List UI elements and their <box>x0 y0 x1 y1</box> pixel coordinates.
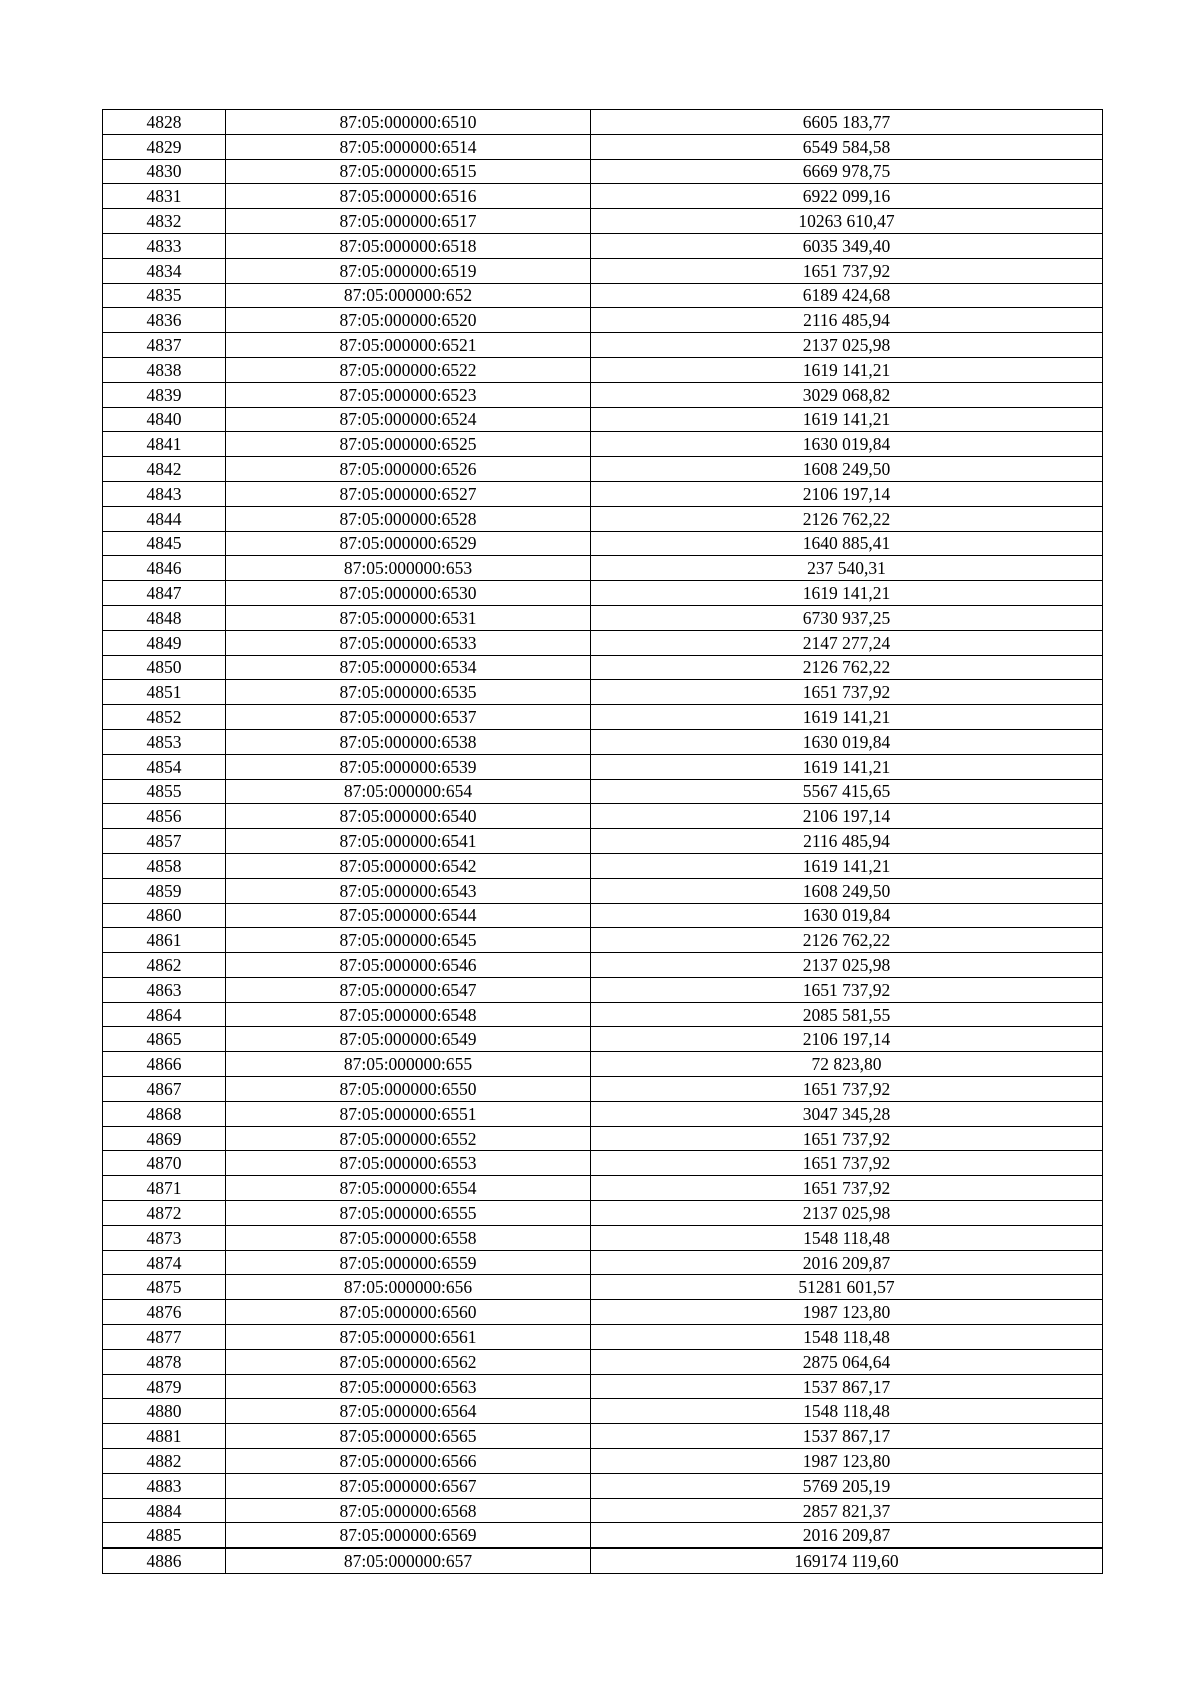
cadastral-value-cell: 1630 019,84 <box>591 729 1103 754</box>
row-number-cell: 4850 <box>103 655 226 680</box>
cadastral-value-cell: 1537 867,17 <box>591 1424 1103 1449</box>
cadastral-number-cell: 87:05:000000:6547 <box>226 977 591 1002</box>
table-row <box>103 1225 1103 1250</box>
table-row <box>103 1449 1103 1474</box>
cadastral-number-cell: 87:05:000000:6558 <box>226 1225 591 1250</box>
cadastral-value-cell: 1651 737,92 <box>591 1077 1103 1102</box>
cadastral-number-cell: 87:05:000000:6550 <box>226 1077 591 1102</box>
table-row <box>103 754 1103 779</box>
cadastral-value-cell: 1987 123,80 <box>591 1449 1103 1474</box>
cadastral-number-cell: 87:05:000000:6526 <box>226 457 591 482</box>
cadastral-number-cell: 87:05:000000:6524 <box>226 407 591 432</box>
table-row <box>103 1077 1103 1102</box>
cadastral-value-cell: 2137 025,98 <box>591 953 1103 978</box>
cadastral-number-cell: 87:05:000000:6510 <box>226 110 591 135</box>
row-number-cell: 4879 <box>103 1374 226 1399</box>
table-row <box>103 1374 1103 1399</box>
cadastral-value-cell: 10263 610,47 <box>591 209 1103 234</box>
table-row <box>103 481 1103 506</box>
cadastral-value-cell: 169174 119,60 <box>591 1548 1103 1573</box>
table-row <box>103 258 1103 283</box>
row-number-cell: 4840 <box>103 407 226 432</box>
row-number-cell: 4855 <box>103 779 226 804</box>
row-number-cell: 4833 <box>103 233 226 258</box>
cadastral-number-cell: 87:05:000000:655 <box>226 1052 591 1077</box>
cadastral-value-cell: 2016 209,87 <box>591 1523 1103 1548</box>
cadastral-number-cell: 87:05:000000:657 <box>226 1548 591 1573</box>
row-number-cell: 4843 <box>103 481 226 506</box>
row-number-cell: 4830 <box>103 159 226 184</box>
cadastral-value-cell: 2137 025,98 <box>591 333 1103 358</box>
cadastral-value-cell: 2116 485,94 <box>591 829 1103 854</box>
row-number-cell: 4863 <box>103 977 226 1002</box>
table-row <box>103 1424 1103 1449</box>
table-row <box>103 1275 1103 1300</box>
cadastral-value-cell: 1608 249,50 <box>591 878 1103 903</box>
row-number-cell: 4857 <box>103 829 226 854</box>
cadastral-number-cell: 87:05:000000:6549 <box>226 1027 591 1052</box>
cadastral-value-cell: 1619 141,21 <box>591 407 1103 432</box>
cadastral-value-cell: 2126 762,22 <box>591 928 1103 953</box>
table-row <box>103 581 1103 606</box>
cadastral-value-cell: 2126 762,22 <box>591 655 1103 680</box>
table-row <box>103 1201 1103 1226</box>
cadastral-value-cell: 6730 937,25 <box>591 605 1103 630</box>
cadastral-number-cell: 87:05:000000:6552 <box>226 1126 591 1151</box>
cadastral-number-cell: 87:05:000000:6534 <box>226 655 591 680</box>
cadastral-value-cell: 1619 141,21 <box>591 754 1103 779</box>
cadastral-value-cell: 51281 601,57 <box>591 1275 1103 1300</box>
row-number-cell: 4829 <box>103 134 226 159</box>
table-row <box>103 407 1103 432</box>
table-row <box>103 531 1103 556</box>
table-row <box>103 382 1103 407</box>
row-number-cell: 4841 <box>103 432 226 457</box>
table-row <box>103 1002 1103 1027</box>
table-row <box>103 1548 1103 1573</box>
row-number-cell: 4865 <box>103 1027 226 1052</box>
cadastral-number-cell: 87:05:000000:6525 <box>226 432 591 457</box>
cadastral-value-cell: 2875 064,64 <box>591 1349 1103 1374</box>
cadastral-value-cell: 6605 183,77 <box>591 110 1103 135</box>
cadastral-number-cell: 87:05:000000:6546 <box>226 953 591 978</box>
cadastral-value-cell: 2106 197,14 <box>591 804 1103 829</box>
row-number-cell: 4832 <box>103 209 226 234</box>
table-row <box>103 457 1103 482</box>
row-number-cell: 4851 <box>103 680 226 705</box>
cadastral-number-cell: 87:05:000000:6543 <box>226 878 591 903</box>
row-number-cell: 4860 <box>103 903 226 928</box>
table-row <box>103 779 1103 804</box>
row-number-cell: 4862 <box>103 953 226 978</box>
cadastral-value-cell: 2137 025,98 <box>591 1201 1103 1226</box>
cadastral-value-cell: 6189 424,68 <box>591 283 1103 308</box>
table-row <box>103 233 1103 258</box>
table-row <box>103 1250 1103 1275</box>
cadastral-number-cell: 87:05:000000:6555 <box>226 1201 591 1226</box>
cadastral-value-cell: 1537 867,17 <box>591 1374 1103 1399</box>
row-number-cell: 4831 <box>103 184 226 209</box>
cadastral-number-cell: 87:05:000000:6518 <box>226 233 591 258</box>
cadastral-value-cell: 1651 737,92 <box>591 1126 1103 1151</box>
cadastral-number-cell: 87:05:000000:6515 <box>226 159 591 184</box>
table-row <box>103 209 1103 234</box>
row-number-cell: 4873 <box>103 1225 226 1250</box>
row-number-cell: 4885 <box>103 1523 226 1548</box>
cadastral-value-cell: 1651 737,92 <box>591 1176 1103 1201</box>
cadastral-value-cell: 1630 019,84 <box>591 903 1103 928</box>
cadastral-value-cell: 1630 019,84 <box>591 432 1103 457</box>
table-row <box>103 357 1103 382</box>
table-row <box>103 556 1103 581</box>
cadastral-number-cell: 87:05:000000:6560 <box>226 1300 591 1325</box>
cadastral-value-cell: 1619 141,21 <box>591 705 1103 730</box>
table-row <box>103 184 1103 209</box>
cadastral-number-cell: 87:05:000000:6561 <box>226 1325 591 1350</box>
cadastral-value-cell: 1651 737,92 <box>591 977 1103 1002</box>
cadastral-value-cell: 3029 068,82 <box>591 382 1103 407</box>
cadastral-value-cell: 1651 737,92 <box>591 258 1103 283</box>
cadastral-number-cell: 87:05:000000:6514 <box>226 134 591 159</box>
cadastral-value-cell: 6922 099,16 <box>591 184 1103 209</box>
cadastral-number-cell: 87:05:000000:6545 <box>226 928 591 953</box>
cadastral-value-cell: 72 823,80 <box>591 1052 1103 1077</box>
cadastral-number-cell: 87:05:000000:6535 <box>226 680 591 705</box>
table-row <box>103 878 1103 903</box>
cadastral-number-cell: 87:05:000000:6551 <box>226 1101 591 1126</box>
cadastral-value-cell: 6035 349,40 <box>591 233 1103 258</box>
table-row <box>103 1523 1103 1548</box>
cadastral-value-cell: 1619 141,21 <box>591 581 1103 606</box>
cadastral-number-cell: 87:05:000000:6520 <box>226 308 591 333</box>
cadastral-number-cell: 87:05:000000:6554 <box>226 1176 591 1201</box>
row-number-cell: 4871 <box>103 1176 226 1201</box>
table-row <box>103 110 1103 135</box>
row-number-cell: 4844 <box>103 506 226 531</box>
table-row <box>103 134 1103 159</box>
cadastral-value-cell: 1640 885,41 <box>591 531 1103 556</box>
table-row <box>103 1498 1103 1523</box>
row-number-cell: 4859 <box>103 878 226 903</box>
table-row <box>103 977 1103 1002</box>
table-row <box>103 1349 1103 1374</box>
row-number-cell: 4878 <box>103 1349 226 1374</box>
table-row <box>103 729 1103 754</box>
row-number-cell: 4837 <box>103 333 226 358</box>
table-row <box>103 1176 1103 1201</box>
table-row <box>103 1473 1103 1498</box>
cadastral-number-cell: 87:05:000000:6548 <box>226 1002 591 1027</box>
row-number-cell: 4883 <box>103 1473 226 1498</box>
cadastral-value-cell: 2147 277,24 <box>591 630 1103 655</box>
cadastral-number-cell: 87:05:000000:6538 <box>226 729 591 754</box>
row-number-cell: 4867 <box>103 1077 226 1102</box>
cadastral-value-cell: 1608 249,50 <box>591 457 1103 482</box>
table-row <box>103 630 1103 655</box>
row-number-cell: 4858 <box>103 853 226 878</box>
cadastral-value-cell: 2857 821,37 <box>591 1498 1103 1523</box>
cadastral-number-cell: 87:05:000000:6529 <box>226 531 591 556</box>
row-number-cell: 4845 <box>103 531 226 556</box>
table-row <box>103 308 1103 333</box>
cadastral-value-cell: 1548 118,48 <box>591 1225 1103 1250</box>
table-row <box>103 605 1103 630</box>
row-number-cell: 4854 <box>103 754 226 779</box>
table-row <box>103 1325 1103 1350</box>
cadastral-number-cell: 87:05:000000:6523 <box>226 382 591 407</box>
cadastral-number-cell: 87:05:000000:6540 <box>226 804 591 829</box>
row-number-cell: 4846 <box>103 556 226 581</box>
row-number-cell: 4882 <box>103 1449 226 1474</box>
table-row <box>103 655 1103 680</box>
cadastral-value-cell: 1651 737,92 <box>591 1151 1103 1176</box>
cadastral-number-cell: 87:05:000000:6517 <box>226 209 591 234</box>
cadastral-number-cell: 87:05:000000:6541 <box>226 829 591 854</box>
table-row <box>103 1052 1103 1077</box>
cadastral-value-cell: 3047 345,28 <box>591 1101 1103 1126</box>
row-number-cell: 4839 <box>103 382 226 407</box>
row-number-cell: 4847 <box>103 581 226 606</box>
cadastral-value-cell: 6549 584,58 <box>591 134 1103 159</box>
cadastral-number-cell: 87:05:000000:652 <box>226 283 591 308</box>
row-number-cell: 4856 <box>103 804 226 829</box>
table-row <box>103 432 1103 457</box>
cadastral-value-cell: 1619 141,21 <box>591 357 1103 382</box>
cadastral-value-cell: 237 540,31 <box>591 556 1103 581</box>
row-number-cell: 4874 <box>103 1250 226 1275</box>
cadastral-number-cell: 87:05:000000:6568 <box>226 1498 591 1523</box>
table-row <box>103 804 1103 829</box>
row-number-cell: 4852 <box>103 705 226 730</box>
row-number-cell: 4866 <box>103 1052 226 1077</box>
cadastral-value-cell: 2106 197,14 <box>591 1027 1103 1052</box>
cadastral-number-cell: 87:05:000000:6519 <box>226 258 591 283</box>
row-number-cell: 4876 <box>103 1300 226 1325</box>
row-number-cell: 4842 <box>103 457 226 482</box>
cadastral-number-cell: 87:05:000000:6539 <box>226 754 591 779</box>
table-row <box>103 705 1103 730</box>
row-number-cell: 4869 <box>103 1126 226 1151</box>
cadastral-number-cell: 87:05:000000:6566 <box>226 1449 591 1474</box>
cadastral-value-cell: 2126 762,22 <box>591 506 1103 531</box>
row-number-cell: 4884 <box>103 1498 226 1523</box>
row-number-cell: 4861 <box>103 928 226 953</box>
row-number-cell: 4875 <box>103 1275 226 1300</box>
cadastral-value-table <box>102 109 1103 1574</box>
cadastral-value-cell: 2106 197,14 <box>591 481 1103 506</box>
cadastral-number-cell: 87:05:000000:6542 <box>226 853 591 878</box>
cadastral-value-cell: 2016 209,87 <box>591 1250 1103 1275</box>
cadastral-number-cell: 87:05:000000:6516 <box>226 184 591 209</box>
cadastral-number-cell: 87:05:000000:6528 <box>226 506 591 531</box>
cadastral-number-cell: 87:05:000000:6562 <box>226 1349 591 1374</box>
cadastral-number-cell: 87:05:000000:656 <box>226 1275 591 1300</box>
cadastral-value-cell: 1619 141,21 <box>591 853 1103 878</box>
row-number-cell: 4835 <box>103 283 226 308</box>
cadastral-number-cell: 87:05:000000:6544 <box>226 903 591 928</box>
cadastral-value-cell: 5769 205,19 <box>591 1473 1103 1498</box>
table-row <box>103 1126 1103 1151</box>
table-row <box>103 680 1103 705</box>
row-number-cell: 4880 <box>103 1399 226 1424</box>
row-number-cell: 4853 <box>103 729 226 754</box>
cadastral-number-cell: 87:05:000000:6553 <box>226 1151 591 1176</box>
table-row <box>103 1027 1103 1052</box>
row-number-cell: 4881 <box>103 1424 226 1449</box>
row-number-cell: 4870 <box>103 1151 226 1176</box>
table-row <box>103 1399 1103 1424</box>
row-number-cell: 4838 <box>103 357 226 382</box>
cadastral-number-cell: 87:05:000000:6521 <box>226 333 591 358</box>
table-row <box>103 283 1103 308</box>
cadastral-value-cell: 1987 123,80 <box>591 1300 1103 1325</box>
row-number-cell: 4868 <box>103 1101 226 1126</box>
cadastral-value-cell: 1548 118,48 <box>591 1399 1103 1424</box>
cadastral-value-cell: 5567 415,65 <box>591 779 1103 804</box>
table-row <box>103 506 1103 531</box>
cadastral-number-cell: 87:05:000000:6564 <box>226 1399 591 1424</box>
row-number-cell: 4848 <box>103 605 226 630</box>
cadastral-number-cell: 87:05:000000:6563 <box>226 1374 591 1399</box>
row-number-cell: 4849 <box>103 630 226 655</box>
table-row <box>103 333 1103 358</box>
cadastral-number-cell: 87:05:000000:6530 <box>226 581 591 606</box>
cadastral-number-cell: 87:05:000000:6569 <box>226 1523 591 1548</box>
cadastral-value-cell: 6669 978,75 <box>591 159 1103 184</box>
cadastral-value-cell: 2116 485,94 <box>591 308 1103 333</box>
table-row <box>103 1101 1103 1126</box>
table-row <box>103 159 1103 184</box>
cadastral-number-cell: 87:05:000000:653 <box>226 556 591 581</box>
cadastral-number-cell: 87:05:000000:6565 <box>226 1424 591 1449</box>
cadastral-number-cell: 87:05:000000:6567 <box>226 1473 591 1498</box>
row-number-cell: 4828 <box>103 110 226 135</box>
cadastral-value-cell: 1548 118,48 <box>591 1325 1103 1350</box>
row-number-cell: 4834 <box>103 258 226 283</box>
cadastral-number-cell: 87:05:000000:6533 <box>226 630 591 655</box>
table-row <box>103 1151 1103 1176</box>
cadastral-number-cell: 87:05:000000:6527 <box>226 481 591 506</box>
table-body <box>103 110 1103 1574</box>
cadastral-number-cell: 87:05:000000:654 <box>226 779 591 804</box>
cadastral-number-cell: 87:05:000000:6537 <box>226 705 591 730</box>
cadastral-value-cell: 2085 581,55 <box>591 1002 1103 1027</box>
cadastral-number-cell: 87:05:000000:6531 <box>226 605 591 630</box>
row-number-cell: 4877 <box>103 1325 226 1350</box>
table-row <box>103 1300 1103 1325</box>
row-number-cell: 4836 <box>103 308 226 333</box>
table-row <box>103 928 1103 953</box>
cadastral-value-cell: 1651 737,92 <box>591 680 1103 705</box>
cadastral-number-cell: 87:05:000000:6559 <box>226 1250 591 1275</box>
table-row <box>103 953 1103 978</box>
table-row <box>103 829 1103 854</box>
cadastral-number-cell: 87:05:000000:6522 <box>226 357 591 382</box>
row-number-cell: 4886 <box>103 1548 226 1573</box>
row-number-cell: 4864 <box>103 1002 226 1027</box>
table-row <box>103 853 1103 878</box>
table-row <box>103 903 1103 928</box>
row-number-cell: 4872 <box>103 1201 226 1226</box>
